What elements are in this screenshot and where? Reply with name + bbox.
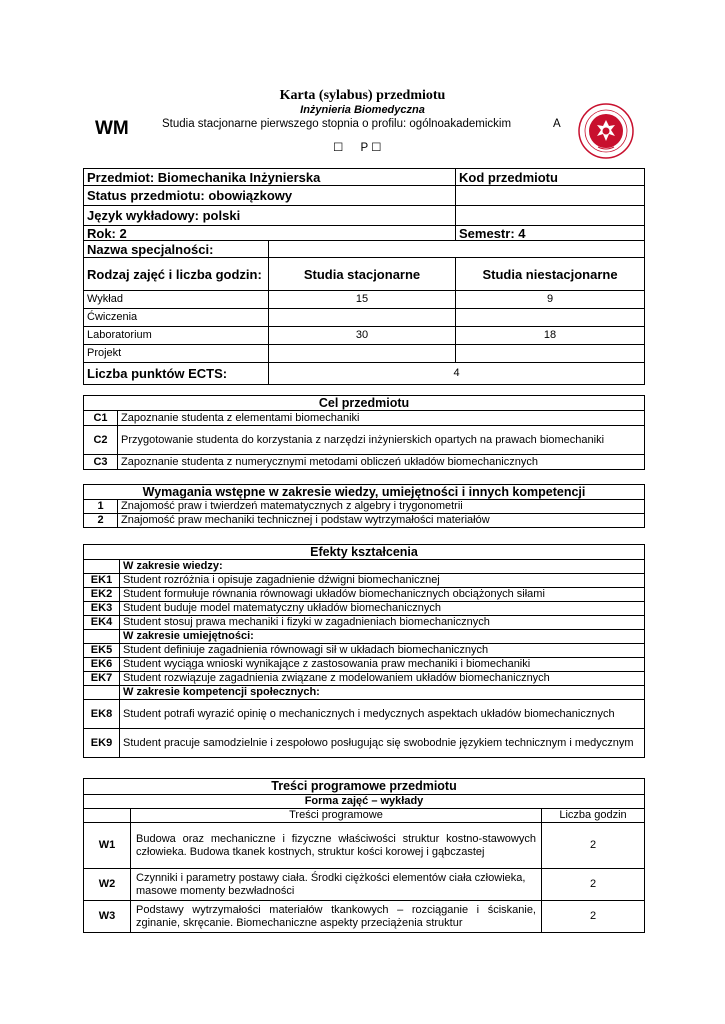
outcomes-title: Efekty kształcenia bbox=[84, 545, 645, 560]
faculty-code: WM bbox=[95, 118, 129, 139]
table-row: EK1 Student rozróżnia i opisuje zagadnienie dźwigni biomechanicznej bbox=[84, 574, 645, 588]
specialty-label: Nazwa specjalności: bbox=[84, 241, 269, 258]
course-year: Rok: 2 bbox=[84, 226, 456, 241]
col-hours: Liczba godzin bbox=[542, 809, 645, 823]
table-row: 2 Znajomość praw mechaniki technicznej i podstaw wytrzymałości materiałów bbox=[84, 514, 645, 528]
program-content-title: Treści programowe przedmiotu bbox=[84, 779, 645, 795]
table-row: EK6 Student wyciąga wnioski wynikające z zastosowania praw mechaniki i biomechaniki bbox=[84, 658, 645, 672]
goals-table bbox=[83, 395, 645, 470]
checkbox-1[interactable]: ☐ bbox=[333, 142, 344, 154]
table-row: EK7 Student rozwiązuje zagadnienia związane z modelowaniem układów biomechanicznych bbox=[84, 672, 645, 686]
checkbox-p[interactable]: P ☐ bbox=[360, 142, 382, 154]
table-row: Ćwiczenia bbox=[84, 309, 645, 327]
skills-header: W zakresie umiejętności: bbox=[120, 630, 645, 644]
table-row: W2 Czynniki i parametry postawy ciała. Środki ciężkości elementów ciała człowieka, masowe momenty bezwładności 2 bbox=[84, 869, 645, 901]
table-row: Projekt bbox=[84, 345, 645, 363]
course-code-label: Kod przedmiotu bbox=[456, 169, 645, 186]
table-row: EK8 Student potrafi wyrazić opinię o mechanicznych i medycznych aspektach układów biomechanicznych bbox=[84, 700, 645, 729]
program-content-table bbox=[83, 778, 645, 933]
table-row: EK9 Student pracuje samodzielnie i zespołowo posługując się swobodnie językiem technicznym i medycznym bbox=[84, 729, 645, 758]
document-title: Karta (sylabus) przedmiotu bbox=[279, 88, 446, 103]
table-row: W3 Podstawy wytrzymałości materiałów tkankowych – rozciąganie i ściskanie, zginanie, skręcanie. Biomechaniczne aspekty przeciążenia struktur 2 bbox=[84, 901, 645, 933]
knowledge-header: W zakresie wiedzy: bbox=[120, 560, 645, 574]
table-row: Wykład 15 9 bbox=[84, 291, 645, 309]
competences-header: W zakresie kompetencji społecznych: bbox=[120, 686, 645, 700]
table-row: EK4 Student stosuj prawa mechaniki i fizyki w zagadnieniach biomechanicznych bbox=[84, 616, 645, 630]
profile-letter: A bbox=[553, 118, 561, 130]
table-row: Laboratorium 30 18 bbox=[84, 327, 645, 345]
ects-value: 4 bbox=[269, 363, 645, 385]
col-part-time: Studia niestacjonarne bbox=[456, 258, 645, 291]
ects-label: Liczba punktów ECTS: bbox=[84, 363, 269, 385]
course-semester: Semestr: 4 bbox=[456, 226, 645, 241]
col-content: Treści programowe bbox=[131, 809, 542, 823]
field-of-study: Inżynieria Biomedyczna bbox=[300, 104, 425, 116]
outcomes-table bbox=[83, 544, 645, 758]
course-info-table bbox=[83, 168, 645, 385]
class-type-label: Rodzaj zajęć i liczba godzin: bbox=[84, 258, 269, 291]
study-mode-line: Studia stacjonarne pierwszego stopnia o profilu: ogólnoakademickim bbox=[162, 118, 512, 130]
prerequisites-title: Wymagania wstępne w zakresie wiedzy, umiejętności i innych kompetencji bbox=[84, 485, 645, 500]
course-name: Przedmiot: Biomechanika Inżynierska bbox=[84, 169, 456, 186]
table-row: C1 Zapoznanie studenta z elementami biomechaniki bbox=[84, 411, 645, 426]
table-row: EK2 Student formułuje równania równowagi układów biomechanicznych obciążonych siłami bbox=[84, 588, 645, 602]
table-row: EK3 Student buduje model matematyczny układów biomechanicznych bbox=[84, 602, 645, 616]
profile-checkboxes bbox=[333, 140, 395, 154]
university-seal-icon bbox=[578, 103, 634, 159]
prerequisites-table bbox=[83, 484, 645, 528]
class-form-label: Forma zajęć – wykłady bbox=[84, 795, 645, 809]
course-status: Status przedmiotu: obowiązkowy bbox=[84, 186, 456, 206]
table-row: C3 Zapoznanie studenta z numerycznymi metodami obliczeń układów biomechanicznych bbox=[84, 455, 645, 470]
table-row: C2 Przygotowanie studenta do korzystania z narzędzi inżynierskich opartych na prawach biomechaniki bbox=[84, 426, 645, 455]
table-row: W1 Budowa oraz mechaniczne i fizyczne właściwości struktur kostno-stawowych człowieka. Budowa tkanek kostnych, struktur kości korowej i gąbczastej 2 bbox=[84, 823, 645, 869]
table-row: EK5 Student definiuje zagadnienia równowagi sił w układach biomechanicznych bbox=[84, 644, 645, 658]
col-full-time: Studia stacjonarne bbox=[269, 258, 456, 291]
course-language: Język wykładowy: polski bbox=[84, 206, 456, 226]
document-header bbox=[0, 0, 725, 165]
table-row: 1 Znajomość praw i twierdzeń matematycznych z algebry i trygonometrii bbox=[84, 500, 645, 514]
goals-title: Cel przedmiotu bbox=[84, 396, 645, 411]
